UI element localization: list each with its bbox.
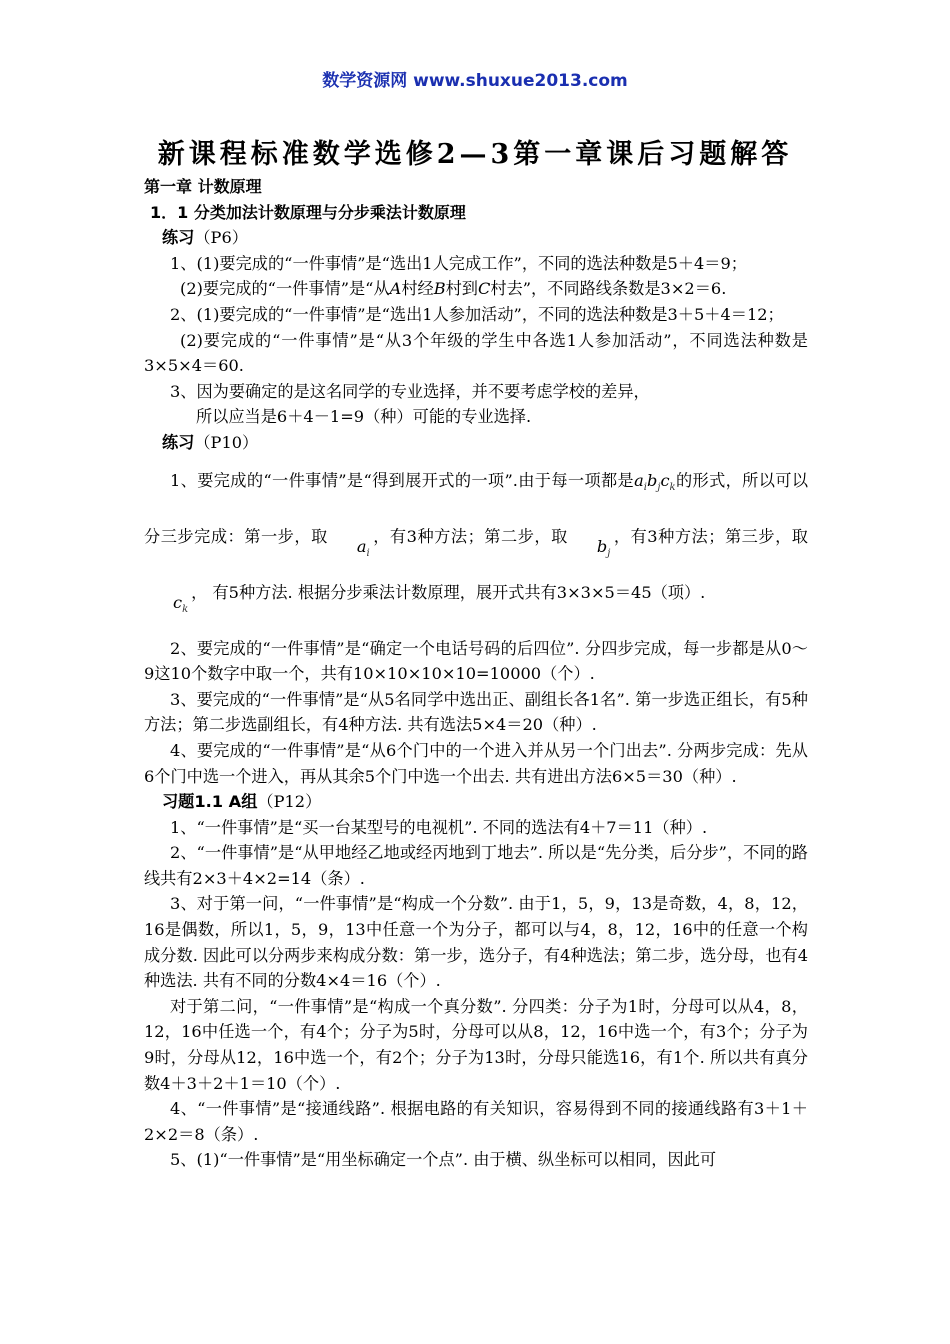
paragraph: 所以应当是6＋4－1=9（种）可能的专业选择. [196, 407, 532, 427]
paragraph: 2、要完成的“一件事情”是“确定一个电话号码的后四位”. 分四步完成，每一步都是从0～9这10个数字中取一个，共有10×10×10×10=10000（个）. [144, 638, 808, 684]
practice-heading-p10 [144, 430, 808, 456]
practice-page: （P6） [194, 228, 248, 248]
practice-heading-p6 [144, 225, 808, 251]
paragraph: 2、“一件事情”是“从甲地经乙地或经丙地到丁地去”. 所以是“先分类，后分步”，不同的路线共有2×3＋4×2=14（条）. [144, 843, 808, 888]
site-header-link[interactable]: 数学资源网 www.shuxue2013.com [322, 71, 628, 91]
document-body [144, 174, 808, 1173]
paragraph: 3、因为要确定的是这名同学的专业选择，并不要考虑学校的差异， [170, 381, 650, 401]
document-title: 新课程标准数学选修2—3第一章课后习题解答 [157, 139, 793, 170]
paragraph: 对于第二问，“一件事情”是“构成一个真分数”. 分四类：分子为1时，分母可以从4，8，12，16中任选一个，有4个；分子为5时，分母可以从8，12，16中选一个，有3个；分子为9时，分母从12，16中选一个，有2个；分子为13时，分母只能选16，有1个. 所以共有真分数4＋3＋2＋1＝10（个）. [144, 996, 808, 1093]
math-term-ai: $a_i$ [356, 536, 370, 559]
paragraph: (2)要完成的“一件事情”是“从3个年级的学生中各选1人参加活动”，不同选法种数是3×5×4＝60. [144, 330, 808, 376]
paragraph: (2)要完成的“一件事情”是“从A村经B村到C村去”，不同路线条数是3×2＝6. [180, 279, 727, 299]
paragraph: 3、对于第一问，“一件事情”是“构成一个分数”. 由于1，5，9，13是奇数，4，8，12，16是偶数，所以1，5，9，13中任意一个为分子，都可以与4，8，12，16中的任意一个构成分数. 因此可以分两步来构成分数：第一步，选分子，有4种选法；第二步，选分母，也有4种选法. 共有不同的分数4×4＝16（个）. [144, 894, 808, 991]
paragraph: 4、“一件事情”是“接通线路”. 根据电路的有关知识，容易得到不同的接通线路有3＋1＋2×2＝8（条）. [144, 1099, 808, 1144]
paragraph: 1、“一件事情”是“买一台某型号的电视机”. 不同的选法有4＋7＝11（种）. [170, 817, 708, 837]
math-term-abc: $a_ib_jc_k$ [634, 470, 676, 493]
section-heading: 1．1 分类加法计数原理与分步乘法计数原理 [150, 202, 466, 222]
practice-label: 练习 [162, 432, 195, 452]
math-term-ck: $c_k$ [173, 592, 189, 615]
chapter-heading: 第一章 计数原理 [144, 177, 262, 196]
math-var-b: B [433, 279, 446, 299]
math-term-bj: $b_j$ [596, 536, 611, 559]
paragraph: 2、(1)要完成的“一件事情”是“选出1人参加活动”，不同的选法种数是3＋5＋4＝12； [170, 304, 784, 324]
practice-label: 练习 [162, 228, 195, 248]
practice-page: （P10） [194, 432, 259, 452]
exercise-heading [144, 789, 808, 815]
paragraph: 3、要完成的“一件事情”是“从5名同学中选出正、副组长各1名”. 第一步选正组长，有5种方法；第二步选副组长，有4种方法. 共有选法5×4＝20（种）. [144, 689, 808, 735]
paragraph: 4、要完成的“一件事情”是“从6个门中的一个进入并从另一个门出去”. 分两步完成：先从6个门中选一个进入，再从其余5个门中选一个出去. 共有进出方法6×5＝30（种）. [144, 740, 808, 786]
exercise-page: （P12） [257, 792, 322, 812]
math-var-a: A [389, 279, 402, 299]
exercise-label: 习题1.1 A组 [162, 792, 258, 812]
math-var-c: C [478, 279, 491, 299]
paragraph-expansion: 1、要完成的“一件事情”是“得到展开式的一项”.由于每一项都是$a_ib_jc_k$的形式，所以可以分三步完成：第一步，取$a_i$，有3种方法；第二步，取$b_j$，有3种方法；第三步，取$c_k$， 有5种方法. 根据分步乘法计数原理，展开式共有3×3×5＝45（项）. [144, 456, 808, 624]
paragraph: 5、(1)“一件事情”是“用坐标确定一个点”. 由于横、纵坐标可以相同，因此可 [170, 1150, 717, 1170]
paragraph: 1、(1)要完成的“一件事情”是“选出1人完成工作”，不同的选法种数是5＋4＝9； [170, 253, 747, 273]
